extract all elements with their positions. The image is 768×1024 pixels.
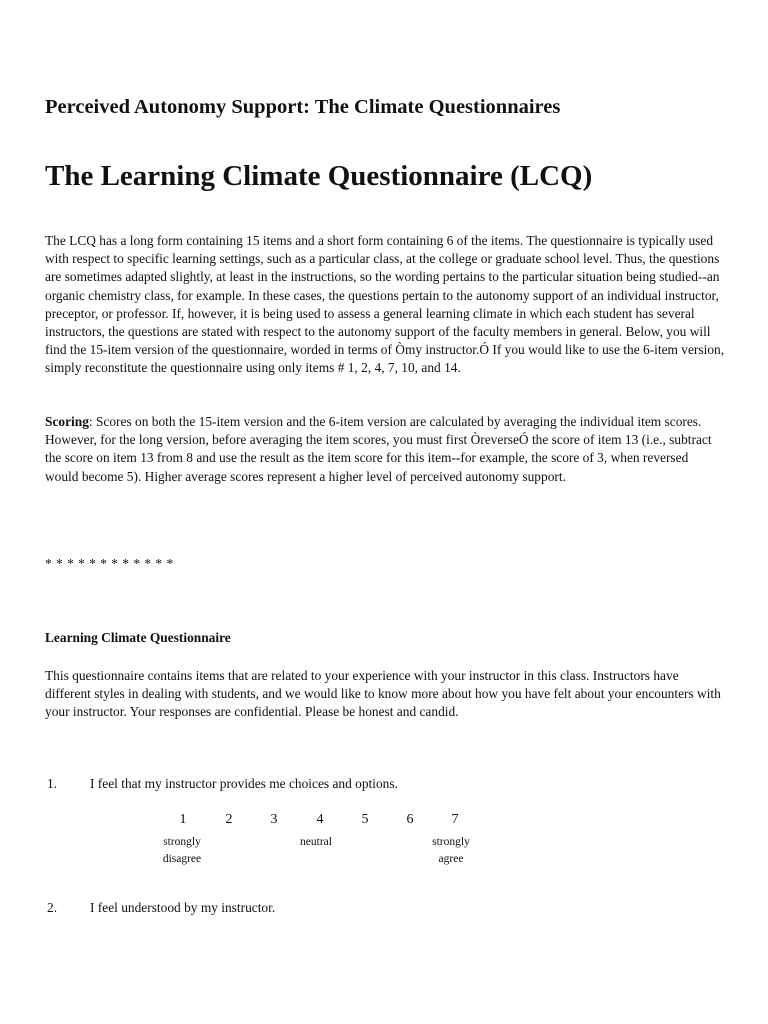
intro-paragraph: The LCQ has a long form containing 15 items and a short form containing 6 of the items. The questionnaire is typically used with respect to specific learning settings, such as a particular class, at the college or graduate school level. Thus, the questions are sometimes adapted slightly, at least in the instructions, so the wording pertains to the particular situation being studied--an organic chemistry class, for example. In these cases, the questions pertain to the autonomy support of an individual instructor, preceptor, or professor. If, however, it is being used to assess a general learning climate in which each student has several instructors, the questions are stated with respect to the autonomy support of the faculty members in general. Below, you will find the 15-item version of the questionnaire, worded in terms of Òmy instructor.Ó If you would like to use the 6-item version, simply reconstitute the questionnaire using only items # 1, 2, 4, 7, 10, and 14. xyxy=(45,233,725,376)
section-separator: * * * * * * * * * * * * xyxy=(45,556,174,571)
scale-point[interactable]: 2 xyxy=(225,812,233,827)
scoring-paragraph xyxy=(45,413,725,486)
scale-point[interactable]: 6 xyxy=(406,812,414,827)
scale-point[interactable]: 7 xyxy=(451,812,459,827)
scoring-label: Scoring xyxy=(45,414,89,429)
scale-anchor-high: strongly agree xyxy=(432,836,470,865)
scale-point[interactable]: 3 xyxy=(270,812,278,827)
question-number: 1. xyxy=(47,776,58,791)
scale-anchor-mid: neutral xyxy=(300,836,332,848)
question-text: I feel understood by my instructor. xyxy=(90,900,276,915)
questionnaire-instructions: This questionnaire contains items that are related to your experience with your instructor in this class. Instructors have different styles in dealing with students, and we would like to know more about how you have felt about your encounters with your instructor. Your responses are confidential. Please be honest and candid. xyxy=(45,668,721,720)
scale-anchor-low: strongly disagree xyxy=(162,836,202,865)
scale-point[interactable]: 4 xyxy=(316,812,324,827)
scale-point[interactable]: 1 xyxy=(179,812,187,827)
response-scale xyxy=(0,812,768,872)
questionnaire-heading: Learning Climate Questionnaire xyxy=(45,630,231,645)
question-text: I feel that my instructor provides me choices and options. xyxy=(90,776,398,791)
document-subtitle: Perceived Autonomy Support: The Climate Questionnaires xyxy=(45,96,561,118)
question-number: 2. xyxy=(47,900,58,915)
document-title: The Learning Climate Questionnaire (LCQ) xyxy=(45,160,593,192)
scale-point[interactable]: 5 xyxy=(361,812,369,827)
scoring-text: : Scores on both the 15-item version and the 6-item version are calculated by averaging the individual item scores. However, for the long version, before averaging the item scores, you must first ÒreverseÓ the score of item 13 (i.e., subtract the score on item 13 from 8 and use the result as the item score for this item--for example, the score of 3, when reversed would become 5). Higher average scores represent a higher level of perceived autonomy support. xyxy=(45,414,712,484)
